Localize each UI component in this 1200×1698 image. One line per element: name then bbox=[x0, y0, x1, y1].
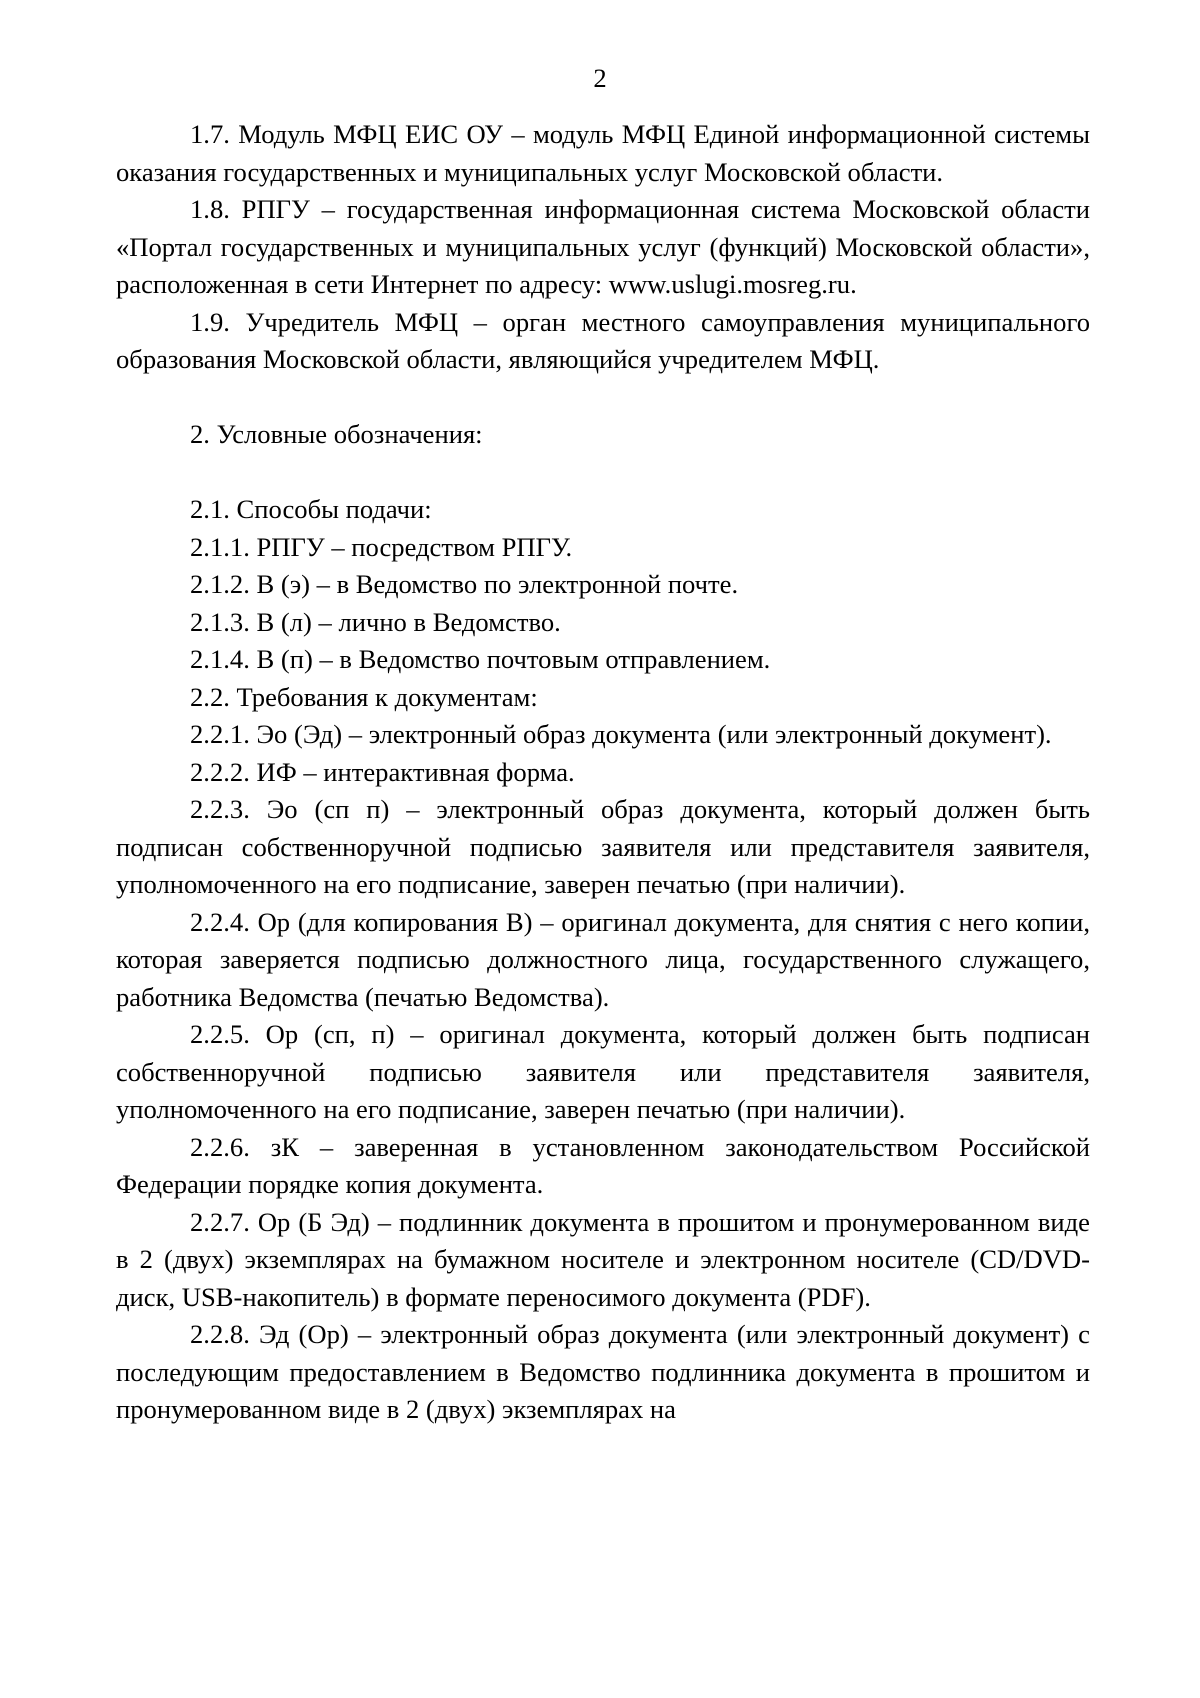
paragraph-2-2-3: 2.2.3. Эо (сп п) – электронный образ документа, который должен быть подписан собственноручной подписью заявителя или представителя заявителя, уполномоченного на его подписание, заверен печатью (при наличии). bbox=[116, 794, 1090, 899]
paragraph-2-2-2: 2.2.2. ИФ – интерактивная форма. bbox=[190, 756, 575, 787]
paragraph-2-1-1: 2.1.1. РПГУ – посредством РПГУ. bbox=[190, 531, 573, 562]
paragraph-2-1-2: 2.1.2. В (э) – в Ведомство по электронной почте. bbox=[190, 569, 739, 599]
paragraph-2-1-4: 2.1.4. В (п) – в Ведомство почтовым отправлением. bbox=[190, 644, 771, 674]
paragraph-2-2-5: 2.2.5. Ор (сп, п) – оригинал документа, который должен быть подписан собственноручной подписью заявителя или представителя заявителя, уполномоченного на его подписание, заверен печатью (при наличии). bbox=[116, 1019, 1090, 1124]
paragraph-2-1: 2.1. Способы подачи: bbox=[190, 494, 432, 524]
paragraph-2-2-6: 2.2.6. зК – заверенная в установленном законодательством Российской Федерации порядке копия документа. bbox=[116, 1131, 1090, 1199]
paragraph-2-1-3: 2.1.3. В (л) – лично в Ведомство. bbox=[190, 606, 561, 637]
paragraph-2-2-1: 2.2.1. Эо (Эд) – электронный образ документа (или электронный документ). bbox=[190, 719, 1052, 749]
paragraph-1-8: 1.8. РПГУ – государственная информационная система Московской области «Портал государственных и муниципальных услуг (функций) Московской области», расположенная в сети Интернет по адресу: www.uslugi.mosreg.ru. bbox=[116, 194, 1090, 299]
document-body bbox=[116, 116, 1090, 1429]
paragraph-1-7: 1.7. Модуль МФЦ ЕИС ОУ – модуль МФЦ Единой информационной системы оказания государственных и муниципальных услуг Московской области. bbox=[116, 119, 1090, 187]
page-number: 2 bbox=[593, 63, 607, 93]
paragraph-2-2-4: 2.2.4. Ор (для копирования В) – оригинал документа, для снятия с него копии, которая заверяется подписью должностного лица, государственного служащего, работника Ведомства (печатью Ведомства). bbox=[116, 906, 1090, 1012]
section-heading-2: 2. Условные обозначения: bbox=[190, 419, 483, 449]
paragraph-spacer bbox=[116, 379, 1090, 417]
paragraph-spacer bbox=[116, 454, 1090, 492]
paragraph-2-2-8: 2.2.8. Эд (Ор) – электронный образ документа (или электронный документ) с последующим предоставлением в Ведомство подлинника документа в прошитом и пронумерованном виде в 2 (двух) экземплярах на bbox=[116, 1319, 1090, 1424]
paragraph-1-9: 1.9. Учредитель МФЦ – орган местного самоуправления муниципального образования Московской области, являющийся учредителем МФЦ. bbox=[116, 306, 1090, 374]
paragraph-2-2: 2.2. Требования к документам: bbox=[190, 681, 538, 712]
paragraph-2-2-7: 2.2.7. Ор (Б Эд) – подлинник документа в прошитом и пронумерованном виде в 2 (двух) экземплярах на бумажном носителе и электронном носителе (CD/DVD-диск, USB-накопитель) в формате переносимого документа (PDF). bbox=[116, 1206, 1090, 1312]
